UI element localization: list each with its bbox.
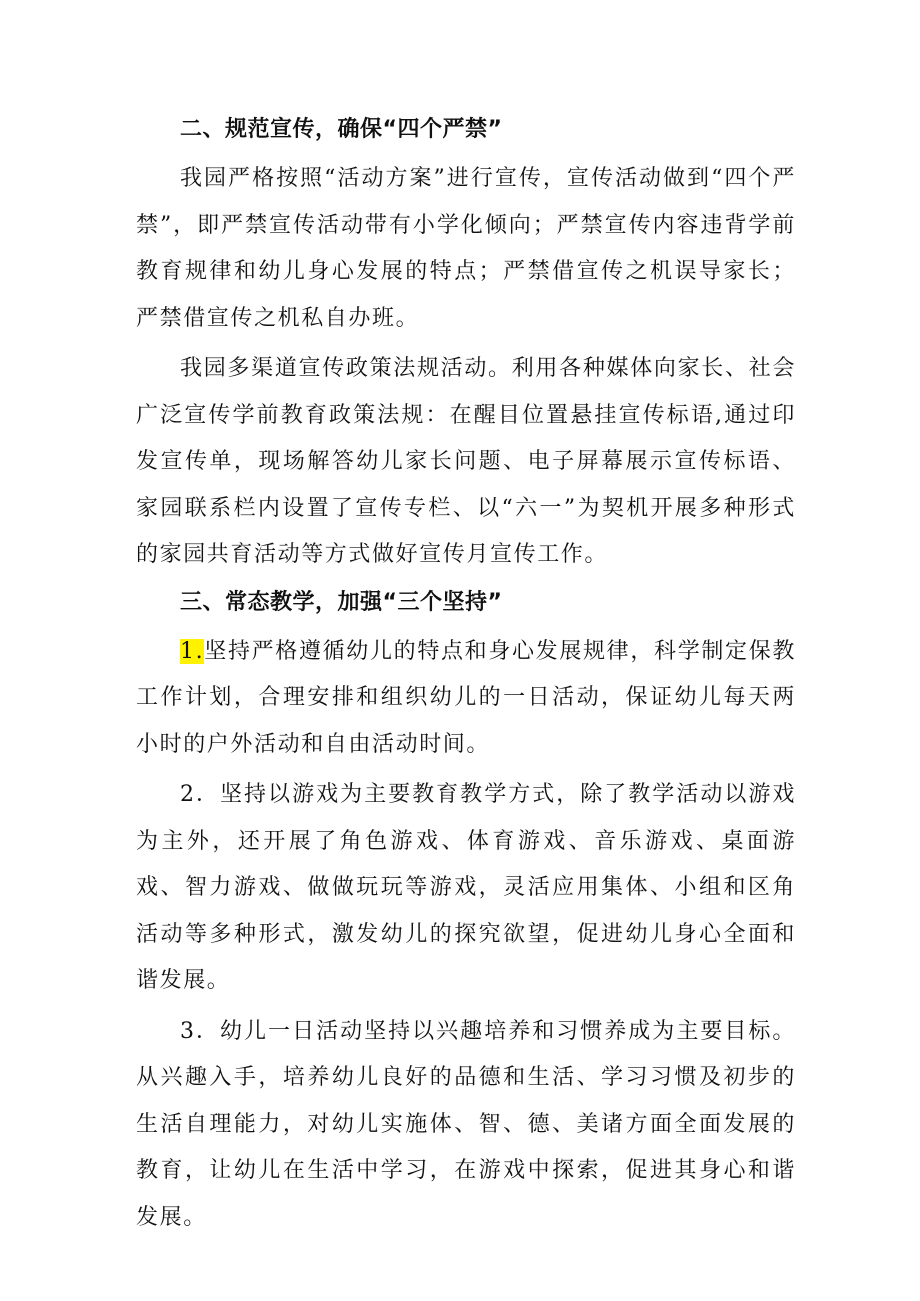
section-3-item-1-text: 坚持严格遵循幼儿的特点和身心发展规律，科学制定保教工作计划，合理安排和组织幼儿的一日活动，保证幼儿每天两小时的户外活动和自由活动时间。 [136,638,796,757]
section-3-item-2: 2．坚持以游戏为主要教育教学方式，除了教学活动以游戏为主外，还开展了角色游戏、体育游戏、音乐游戏、桌面游戏、智力游戏、做做玩玩等游戏，灵活应用集体、小组和区角活动等多种形式，激发幼儿的探究欲望，促进幼儿身心全面和谐发展。 [136,782,796,993]
document-page [136,110,796,1245]
section-2-paragraph-2: 我园多渠道宣传政策法规活动。利用各种媒体向家长、社会广泛宣传学前教育政策法规：在醒目位置悬挂宣传标语,通过印发宣传单，现场解答幼儿家长问题、电子屏幕展示宣传标语、家园联系栏内设置了宣传专栏、以“六一”为契机开展多种形式的家园共育活动等方式做好宣传月宣传工作。 [136,356,796,567]
section-3-item-3: 3．幼儿一日活动坚持以兴趣培养和习惯养成为主要目标。从兴趣入手，培养幼儿良好的品德和生活、学习习惯及初步的生活自理能力，对幼儿实施体、智、德、美诸方面全面发展的教育，让幼儿在生活中学习，在游戏中探索，促进其身心和谐发展。 [136,1018,796,1230]
section-3-heading: 三、常态教学，加强“三个坚持” [180,589,503,615]
section-3-item-1 [136,629,796,769]
section-2-heading: 二、规范宣传，确保“四个严禁” [180,117,503,142]
section-2-paragraph-1: 我园严格按照“活动方案”进行宣传，宣传活动做到“四个严禁”，即严禁宣传活动带有小学化倾向；严禁宣传内容违背学前教育规律和幼儿身心发展的特点；严禁借宣传之机误导家长；严禁借宣传之机私自办班。 [136,166,796,331]
highlighted-item-number: 1. [180,638,205,664]
